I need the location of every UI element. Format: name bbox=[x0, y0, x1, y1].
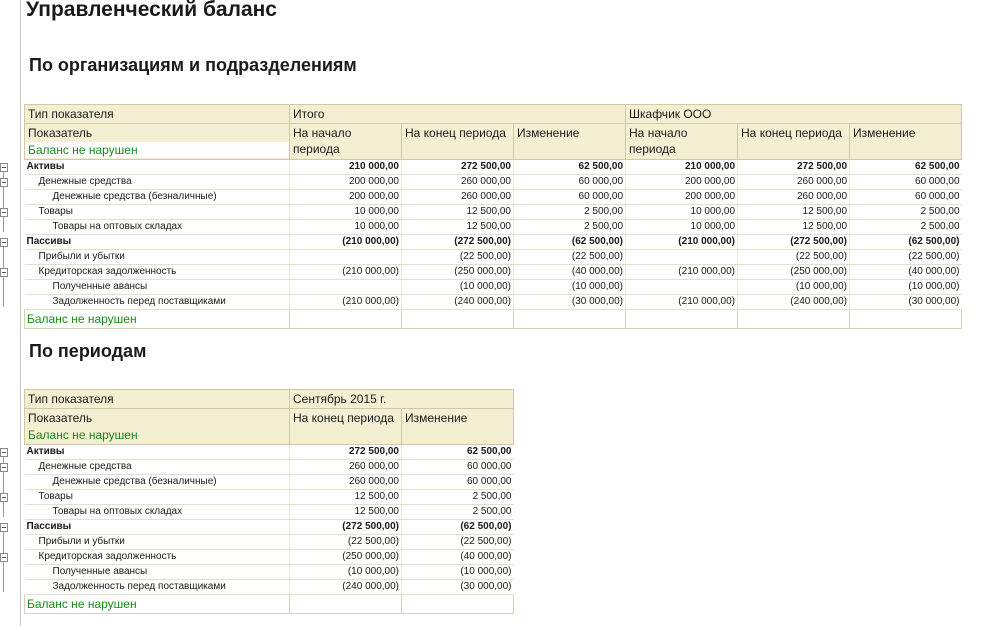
table-row[interactable] bbox=[25, 250, 962, 265]
header-indicator-label bbox=[25, 409, 290, 445]
collapse-group-icon[interactable] bbox=[0, 238, 8, 247]
value-cell: 60 000,00 bbox=[402, 460, 514, 475]
value-cell: 200 000,00 bbox=[290, 190, 402, 205]
group-header-organization: Шкафчик ООО bbox=[626, 105, 962, 124]
collapse-group-icon[interactable] bbox=[0, 523, 8, 532]
report-table-periods bbox=[24, 389, 514, 614]
group-line bbox=[3, 277, 4, 307]
value-cell: 12 500,00 bbox=[402, 220, 514, 235]
column-header: Изменение bbox=[850, 124, 962, 160]
value-cell: (250 000,00) bbox=[402, 265, 514, 280]
row-label: Товары bbox=[25, 490, 290, 505]
collapse-group-icon[interactable] bbox=[0, 448, 8, 457]
table-row[interactable] bbox=[25, 265, 962, 280]
value-cell: (22 500,00) bbox=[514, 250, 626, 265]
footer-cell bbox=[402, 310, 514, 329]
value-cell: 272 500,00 bbox=[402, 160, 514, 175]
value-cell: (62 500,00) bbox=[514, 235, 626, 250]
table-row[interactable] bbox=[25, 235, 962, 250]
value-cell: 2 500,00 bbox=[514, 205, 626, 220]
value-cell: (40 000,00) bbox=[514, 265, 626, 280]
value-cell: 260 000,00 bbox=[738, 190, 850, 205]
section-title-periods: По периодам bbox=[29, 341, 147, 361]
table-row[interactable] bbox=[25, 460, 514, 475]
footer-cell bbox=[850, 310, 962, 329]
row-label: Денежные средства bbox=[25, 175, 290, 190]
value-cell: (40 000,00) bbox=[402, 550, 514, 565]
value-cell: (210 000,00) bbox=[626, 295, 738, 310]
collapse-group-icon[interactable] bbox=[0, 493, 8, 502]
row-label: Товары на оптовых складах bbox=[25, 220, 290, 235]
value-cell: 60 000,00 bbox=[850, 175, 962, 190]
value-cell: (30 000,00) bbox=[402, 580, 514, 595]
table-row[interactable] bbox=[25, 295, 962, 310]
column-header: На конец периода bbox=[738, 124, 850, 160]
value-cell: (62 500,00) bbox=[850, 235, 962, 250]
column-header: Изменение bbox=[514, 124, 626, 160]
left-margin-rule bbox=[20, 0, 21, 626]
group-line bbox=[3, 472, 4, 487]
value-cell: (10 000,00) bbox=[514, 280, 626, 295]
collapse-group-icon[interactable] bbox=[0, 553, 8, 562]
value-cell: (250 000,00) bbox=[738, 265, 850, 280]
row-label: Полученные авансы bbox=[25, 565, 290, 580]
value-cell: (250 000,00) bbox=[290, 550, 402, 565]
column-header: Изменение bbox=[402, 409, 514, 445]
column-header: На конец периода bbox=[402, 124, 514, 160]
table-row[interactable] bbox=[25, 550, 514, 565]
value-cell: 12 500,00 bbox=[738, 205, 850, 220]
value-cell: 60 000,00 bbox=[850, 190, 962, 205]
footer-cell bbox=[290, 595, 402, 614]
balance-status: Баланс не нарушен bbox=[28, 428, 138, 442]
balance-status: Баланс не нарушен bbox=[25, 142, 289, 158]
row-label: Полученные авансы bbox=[25, 280, 290, 295]
row-label: Кредиторская задолженность bbox=[25, 550, 290, 565]
group-header-period: Сентябрь 2015 г. bbox=[290, 390, 514, 409]
value-cell bbox=[290, 280, 402, 295]
value-cell: 10 000,00 bbox=[626, 220, 738, 235]
value-cell: 272 500,00 bbox=[290, 445, 402, 460]
value-cell: (272 500,00) bbox=[290, 520, 402, 535]
table-row[interactable] bbox=[25, 520, 514, 535]
footer-cell bbox=[514, 310, 626, 329]
value-cell: (210 000,00) bbox=[290, 265, 402, 280]
value-cell: 2 500,00 bbox=[850, 205, 962, 220]
value-cell: 260 000,00 bbox=[290, 475, 402, 490]
column-header: На конец периода bbox=[290, 409, 402, 445]
indicator-label-text: Показатель bbox=[28, 126, 93, 140]
value-cell bbox=[626, 280, 738, 295]
value-cell: 272 500,00 bbox=[738, 160, 850, 175]
value-cell: 260 000,00 bbox=[738, 175, 850, 190]
row-label: Прибыли и убытки bbox=[25, 250, 290, 265]
value-cell: 60 000,00 bbox=[402, 475, 514, 490]
value-cell: (210 000,00) bbox=[290, 235, 402, 250]
column-header: На начало периода bbox=[290, 124, 402, 160]
value-cell: (240 000,00) bbox=[402, 295, 514, 310]
value-cell: 60 000,00 bbox=[514, 175, 626, 190]
value-cell: 62 500,00 bbox=[850, 160, 962, 175]
row-label: Активы bbox=[25, 160, 290, 175]
group-header-total: Итого bbox=[290, 105, 626, 124]
value-cell: (210 000,00) bbox=[290, 295, 402, 310]
column-header: На начало периода bbox=[626, 124, 738, 160]
footer-cell bbox=[290, 310, 402, 329]
value-cell: (210 000,00) bbox=[626, 265, 738, 280]
value-cell: 12 500,00 bbox=[402, 205, 514, 220]
row-label: Денежные средства bbox=[25, 460, 290, 475]
group-line bbox=[3, 187, 4, 202]
value-cell: (240 000,00) bbox=[290, 580, 402, 595]
group-line bbox=[3, 502, 4, 517]
row-label: Пассивы bbox=[25, 520, 290, 535]
value-cell: 260 000,00 bbox=[402, 175, 514, 190]
row-label: Денежные средства (безналичные) bbox=[25, 475, 290, 490]
value-cell: 260 000,00 bbox=[290, 460, 402, 475]
value-cell: (22 500,00) bbox=[738, 250, 850, 265]
indicator-label-text: Показатель bbox=[28, 411, 93, 425]
value-cell: 10 000,00 bbox=[290, 220, 402, 235]
section-title-organizations: По организациям и подразделениям bbox=[29, 55, 357, 75]
table-row[interactable] bbox=[25, 205, 962, 220]
value-cell: 210 000,00 bbox=[290, 160, 402, 175]
value-cell bbox=[626, 250, 738, 265]
value-cell: 2 500,00 bbox=[402, 505, 514, 520]
value-cell: 10 000,00 bbox=[290, 205, 402, 220]
value-cell: 200 000,00 bbox=[626, 175, 738, 190]
collapse-group-icon[interactable] bbox=[0, 463, 8, 472]
value-cell: (22 500,00) bbox=[402, 250, 514, 265]
value-cell: 12 500,00 bbox=[290, 490, 402, 505]
collapse-group-icon[interactable] bbox=[0, 268, 8, 277]
row-label: Прибыли и убытки bbox=[25, 535, 290, 550]
table-row[interactable] bbox=[25, 280, 962, 295]
row-label: Пассивы bbox=[25, 235, 290, 250]
footer-cell bbox=[738, 310, 850, 329]
collapse-group-icon[interactable] bbox=[0, 178, 8, 187]
balance-status-footer: Баланс не нарушен bbox=[25, 310, 290, 329]
report-table-organizations bbox=[24, 104, 962, 329]
value-cell: 2 500,00 bbox=[850, 220, 962, 235]
value-cell: 200 000,00 bbox=[626, 190, 738, 205]
value-cell: 200 000,00 bbox=[290, 175, 402, 190]
value-cell: (40 000,00) bbox=[850, 265, 962, 280]
balance-status-footer: Баланс не нарушен bbox=[25, 595, 290, 614]
value-cell: (10 000,00) bbox=[402, 280, 514, 295]
row-label: Активы bbox=[25, 445, 290, 460]
row-label: Задолженность перед поставщиками bbox=[25, 295, 290, 310]
value-cell: 260 000,00 bbox=[402, 190, 514, 205]
table-row[interactable] bbox=[25, 565, 514, 580]
value-cell: (240 000,00) bbox=[738, 295, 850, 310]
footer-cell bbox=[402, 595, 514, 614]
value-cell: (272 500,00) bbox=[402, 235, 514, 250]
collapse-group-icon[interactable] bbox=[0, 208, 8, 217]
value-cell: 62 500,00 bbox=[514, 160, 626, 175]
table-row[interactable] bbox=[25, 160, 962, 175]
footer-cell bbox=[626, 310, 738, 329]
value-cell bbox=[290, 250, 402, 265]
value-cell: 12 500,00 bbox=[290, 505, 402, 520]
header-type-label: Тип показателя bbox=[25, 105, 290, 124]
table-row[interactable] bbox=[25, 175, 962, 190]
row-label: Товары на оптовых складах bbox=[25, 505, 290, 520]
table-row[interactable] bbox=[25, 580, 514, 595]
page-title: Управленческий баланс bbox=[26, 0, 277, 21]
table-row[interactable] bbox=[25, 445, 514, 460]
value-cell: 10 000,00 bbox=[626, 205, 738, 220]
header-indicator-label bbox=[25, 124, 290, 160]
value-cell: 12 500,00 bbox=[738, 220, 850, 235]
group-line bbox=[3, 562, 4, 592]
collapse-group-icon[interactable] bbox=[0, 163, 8, 172]
value-cell: (30 000,00) bbox=[514, 295, 626, 310]
value-cell: (62 500,00) bbox=[402, 520, 514, 535]
value-cell: (10 000,00) bbox=[738, 280, 850, 295]
value-cell: (22 500,00) bbox=[850, 250, 962, 265]
value-cell: 2 500,00 bbox=[514, 220, 626, 235]
value-cell: (10 000,00) bbox=[290, 565, 402, 580]
value-cell: 60 000,00 bbox=[514, 190, 626, 205]
table-row[interactable] bbox=[25, 490, 514, 505]
value-cell: (22 500,00) bbox=[402, 535, 514, 550]
header-type-label: Тип показателя bbox=[25, 390, 290, 409]
value-cell: (10 000,00) bbox=[850, 280, 962, 295]
row-label: Денежные средства (безналичные) bbox=[25, 190, 290, 205]
value-cell: 2 500,00 bbox=[402, 490, 514, 505]
table-row[interactable] bbox=[25, 220, 962, 235]
row-label: Кредиторская задолженность bbox=[25, 265, 290, 280]
group-line bbox=[3, 217, 4, 232]
table-row[interactable] bbox=[25, 190, 962, 205]
table-row[interactable] bbox=[25, 505, 514, 520]
value-cell: (272 500,00) bbox=[738, 235, 850, 250]
value-cell: (10 000,00) bbox=[402, 565, 514, 580]
row-label: Товары bbox=[25, 205, 290, 220]
value-cell: 210 000,00 bbox=[626, 160, 738, 175]
table-row[interactable] bbox=[25, 475, 514, 490]
value-cell: 62 500,00 bbox=[402, 445, 514, 460]
row-label: Задолженность перед поставщиками bbox=[25, 580, 290, 595]
value-cell: (30 000,00) bbox=[850, 295, 962, 310]
value-cell: (22 500,00) bbox=[290, 535, 402, 550]
table-row[interactable] bbox=[25, 535, 514, 550]
value-cell: (210 000,00) bbox=[626, 235, 738, 250]
